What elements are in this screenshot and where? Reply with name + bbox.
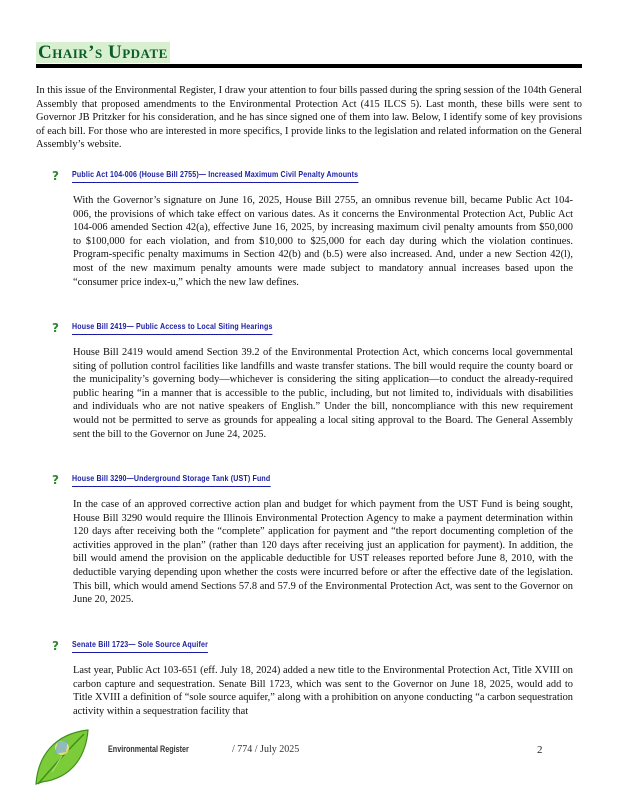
legislation-link[interactable]: House Bill 3290—Underground Storage Tank (UST) Fund [72,474,270,487]
legislation-link[interactable]: House Bill 2419— Public Access to Local Siting Hearings [72,322,273,335]
page-number: 2 [537,744,543,756]
question-mark-icon: ? [52,321,59,335]
section-body: Last year, Public Act 103-651 (eff. July 18, 2024) added a new title to the Environmental Protection Act, Title XVIII on carbon capture and sequestration. Senate Bill 1723, which was sent to the Governor on June 18, 2025, would add to Title XVIII a definition of “sole source aquifer,” along with a prohibition on anyone conducting “a carbon sequestration activity within a sequestration facility that [73,665,573,717]
leaf-logo-icon [32,726,94,788]
section-public-act-104-006 [52,170,582,289]
section-body: With the Governor’s signature on June 16, 2025, House Bill 2755, an omnibus revenue bill, became Public Act 104-006, the provisions of which take effect on various dates. As it concerns the Environmental Protection Act, Public Act 104-006 amended Section 42(a), effective June 16, 2025, by increasing maximum civil penalty amounts from $50,000 to $100,000 for each violation, and from $10,000 to $25,000 for each day during which the violation continues. Program-specific penalty maximums in Section 42(b) and (b.5) were also increased. And, under a new Section 42(l), most of the new maximum penalty amounts were made subject to mandatory annual increases based upon the “consumer price index-u,” which the new law defines. [73,195,573,288]
publication-name: Environmental Register [108,744,189,754]
intro-paragraph: In this issue of the Environmental Register, I draw your attention to four bills passed during the spring session of the 104th General Assembly that proposed amendments to the Environmental Protection Act (415 ILCS 5). Last month, these bills were sent to Governor JB Pritzker for his consideration, and he has since signed one of them into law. Below, I identify some of key provisions of each bill. For those who are interested in more specifics, I provide links to the legislation and related information on the General Assembly’s website. [36,85,582,151]
section-house-bill-2419 [52,322,582,441]
section-senate-bill-1723 [52,640,582,718]
section-header [52,474,582,490]
section-header [52,170,582,186]
section-body: In the case of an approved corrective action plan and budget for which payment from the UST Fund is being sought, House Bill 3290 would require the Illinois Environmental Protection Agency to make a payment determination within 120 days after receiving both the “complete” application for payment and “the report documenting completion of the activities approved in the plan” (rather than 120 days after receiving just an application for payment). In addition, the bill would amend the provision on the applicable deductible for UST releases reported before June 8, 2010, with the deductible varying depending upon whether the costs were incurred before or after the effective date of the legislation. This bill, which would amend Sections 57.8 and 57.9 of the Environmental Protection Act, was sent to the Governor on June 20, 2025. [73,499,573,606]
section-house-bill-3290 [52,474,582,607]
question-mark-icon: ? [52,169,59,183]
page-title: Chair’s Update [38,42,168,63]
page-footer [0,722,618,792]
legislation-link[interactable]: Public Act 104-006 (House Bill 2755)— Increased Maximum Civil Penalty Amounts [72,170,358,183]
question-mark-icon: ? [52,473,59,487]
question-mark-icon: ? [52,639,59,653]
legislation-link[interactable]: Senate Bill 1723— Sole Source Aquifer [72,640,208,653]
section-header [52,322,582,338]
section-body: House Bill 2419 would amend Section 39.2 of the Environmental Protection Act, which concerns local governmental siting of pollution control facilities like landfills and waste transfer stations. The bill would require the county board or the municipality’s governing body—whichever is considering the siting application—to conduct the already-required public hearing “in a manner that is accessible to the public, including, but not limited to, individuals with disabilities and individuals who are not native speakers of English.” Under the bill, noncompliance with this new requirement would not be permitted to serve as grounds for appealing a local siting approval to the Board. The General Assembly sent the bill to the Governor on June 24, 2025. [73,347,573,440]
issue-info: / 774 / July 2025 [232,744,300,755]
section-header [52,640,582,656]
title-divider [36,64,582,68]
